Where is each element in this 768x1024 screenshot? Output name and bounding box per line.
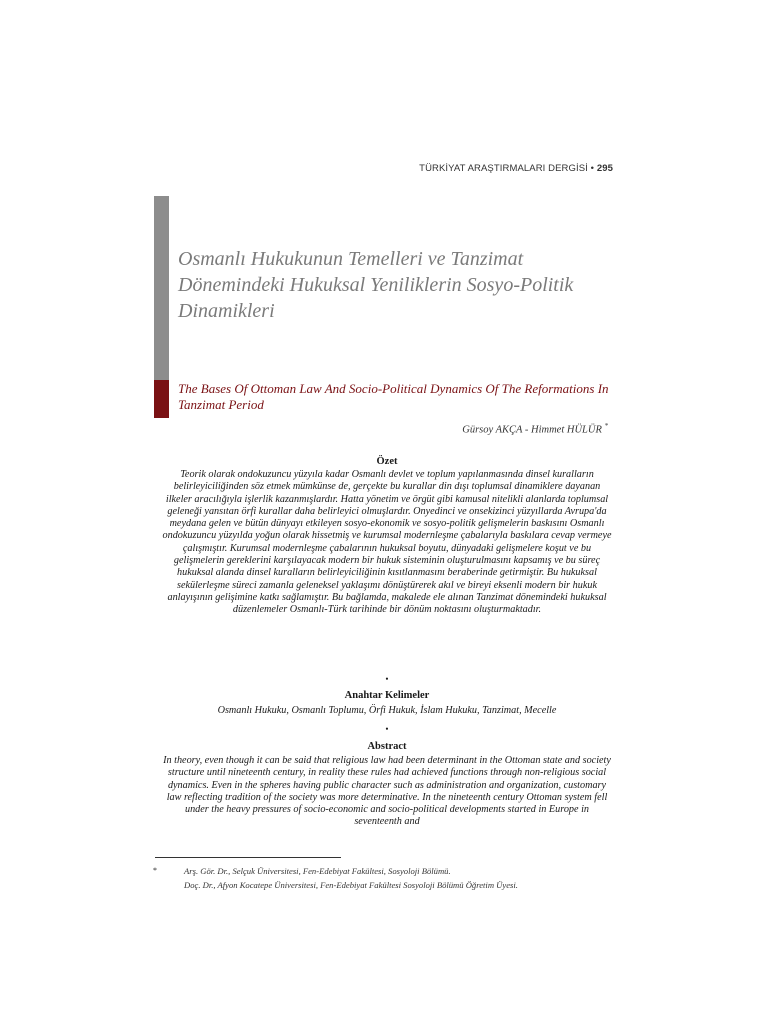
keywords-text: Osmanlı Hukuku, Osmanlı Toplumu, Örfi Hukuk, İslam Hukuku, Tanzimat, Mecelle	[217, 705, 557, 716]
abstract-heading: Abstract	[367, 741, 407, 752]
header-separator: •	[587, 163, 597, 174]
ozet-text: Teorik olarak ondokuzuncu yüzyıla kadar Osmanlı devlet ve toplum yapılanmasında dinsel kuralların belirleyiciliğinden söz etmek mümkünse de, gerçekte bu kurallar din dışı toplumsal dinamiklere dayanan ilkeler aracılığıyla işlerlik kazanmışlardır. Hatta yönetim ve örgüt gibi kamusal nitelikli alanlarda toplumsal geleneği yansıtan örfi kurallar daha belirleyici olmuşlardır. Onyedinci ve onsekizinci yüzyıllarda Avrupa'da meydana gelen ve bütün dünyayı etkileyen sosyo-ekonomik ve sosyo-politik gelişmelerin baskısını Osmanlı ondokuzuncu yüzyılda yoğun olarak hissetmiş ve kurumsal modernleşme çabalarıyla baskılara cevap vermeye çalışmıştır. Kurumsal modernleşme çabalarının hukuksal boyutu, dünyadaki gelişmelere koşut ve bu gelişmelerin gereklerini karşılayacak modern bir hukuk sisteminin oluşturulmasını kapsamış ve bu süreç hukuksal alanda dinsel kuralların belirleyiciliğinin kısıtlanmasını beraberinde getirmiştir. Bu hukuksal sekülerleşme süreci zamanla geleneksel yaklaşımı dönüştürerek akıl ve bireyi eksenli modern bir hukuk anlayışının gelişimine katkı sağlamıştır. Bu bağlamda, makalede ele alınan Tanzimat dönemindeki hukuksal düzenlemeler Osmanlı-Türk tarihinde bir dönüm noktasını oluşturmaktadır.	[162, 469, 612, 616]
page-number: 295	[596, 163, 613, 174]
ozet-heading: Özet	[376, 456, 398, 467]
author-names: Gürsoy AKÇA - Himmet HÜLÜR	[462, 424, 602, 436]
footnote-line-1: Arş. Gör. Dr., Selçuk Üniversitesi, Fen-Edebiyat Fakültesi, Sosyoloji Bölümü.	[184, 866, 451, 876]
footnote-mark: *	[153, 866, 157, 875]
author-line	[462, 422, 608, 436]
footnote-line-2: Doç. Dr., Afyon Kocatepe Üniversitesi, Fen-Edebiyat Fakültesi Sosyoloji Bölümü Öğretim Üyesi.	[184, 880, 518, 890]
article-title-english: The Bases Of Ottoman Law And Socio-Political Dynamics Of The Reformations In Tanzimat Period	[178, 381, 609, 412]
running-header	[419, 163, 613, 174]
title-accent-bar-red	[154, 380, 169, 418]
section-bullet: •	[385, 674, 389, 684]
footnote-divider	[155, 857, 341, 858]
journal-name: TÜRKİYAT ARAŞTIRMALARI DERGİSİ	[419, 163, 588, 174]
section-bullet: •	[385, 724, 389, 734]
title-accent-bar-gray	[154, 196, 169, 380]
abstract-text: In theory, even though it can be said that religious law had been determinant in the Ottoman state and society structure until nineteenth century, in reality these rules had achieved functions through non-religious social dynamics. Even in the spheres having public character such as administration and organization, customary law reflecting tradition of the society was more determinative. In the nineteenth century Ottoman system fell under the heavy pressures of socio-economic and socio-political developments started in Europe in seventeenth and	[163, 755, 611, 828]
author-footnote-mark: *	[604, 422, 608, 430]
keywords-heading: Anahtar Kelimeler	[344, 690, 430, 701]
article-title-turkish: Osmanlı Hukukunun Temelleri ve Tanzimat Dönemindeki Hukuksal Yeniliklerin Sosyo-Politik Dinamikleri	[178, 248, 574, 322]
